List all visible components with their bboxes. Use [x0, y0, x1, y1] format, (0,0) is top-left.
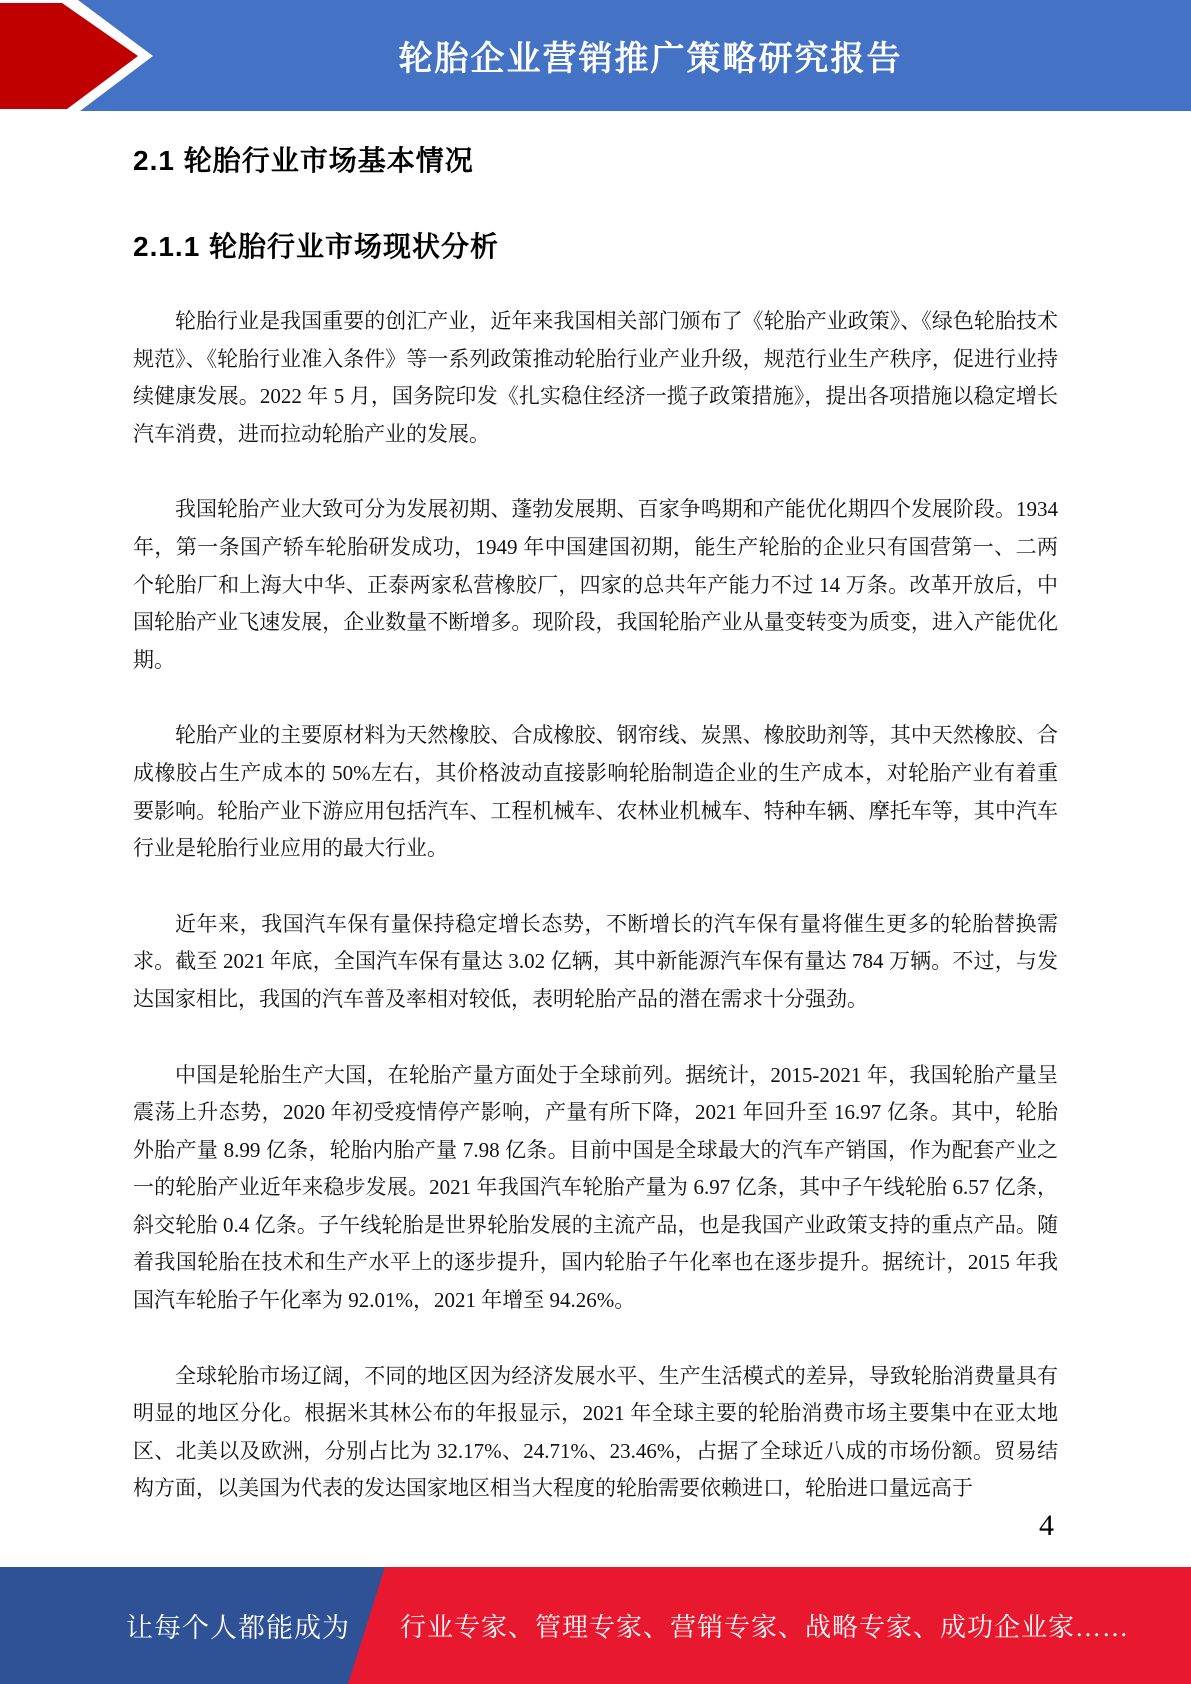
footer-banner [0, 1567, 1191, 1684]
body-paragraph: 中国是轮胎生产大国，在轮胎产量方面处于全球前列。据统计，2015-2021 年，我国轮胎产量呈震荡上升态势，2020 年初受疫情停产影响，产量有所下降，2021 年回升至 16.97 亿条。其中，轮胎外胎产量 8.99 亿条，轮胎内胎产量 7.98 亿条。目前中国是全球最大的汽车产销国，作为配套产业之一的轮胎产业近年来稳步发展。2021 年我国汽车轮胎产量为 6.97 亿条，其中子午线轮胎 6.57 亿条，斜交轮胎 0.4 亿条。子午线轮胎是世界轮胎发展的主流产品，也是我国产业政策支持的重点产品。随着我国轮胎在技术和生产水平上的逐步提升，国内轮胎子午化率也在逐步提升。据统计，2015 年我国汽车轮胎子午化率为 92.01%，2021 年增至 94.26%。 [133, 1062, 1058, 1313]
chevron-arrow-icon [0, 0, 170, 111]
body-paragraph: 近年来，我国汽车保有量保持稳定增长态势，不断增长的汽车保有量将催生更多的轮胎替换需求。截至 2021 年底，全国汽车保有量达 3.02 亿辆，其中新能源汽车保有量达 784 万辆。不过，与发达国家相比，我国的汽车普及率相对较低，表明轮胎产品的潜在需求十分强劲。 [133, 911, 1058, 1011]
body-paragraph: 我国轮胎产业大致可分为发展初期、蓬勃发展期、百家争鸣期和产能优化期四个发展阶段。1934 年，第一条国产轿车轮胎研发成功，1949 年中国建国初期，能生产轮胎的企业只有国营第一、二两个轮胎厂和上海大中华、正泰两家私营橡胶厂，四家的总共年产能力不过 14 万条。改革开放后，中国轮胎产业飞速发展，企业数量不断增多。现阶段，我国轮胎产业从量变转变为质变，进入产能优化期。 [133, 497, 1058, 672]
page-body [133, 111, 1058, 1508]
body-paragraph: 轮胎行业是我国重要的创汇产业，近年来我国相关部门颁布了《轮胎产业政策》、《绿色轮胎技术规范》、《轮胎行业准入条件》等一系列政策推动轮胎行业产业升级，规范行业生产秩序，促进行业持续健康发展。2022 年 5 月，国务院印发《扎实稳住经济一揽子政策措施》，提出各项措施以稳定增长汽车消费，进而拉动轮胎产业的发展。 [133, 309, 1058, 446]
body-paragraph: 全球轮胎市场辽阔，不同的地区因为经济发展水平、生产生活模式的差异，导致轮胎消费量具有明显的地区分化。根据米其林公布的年报显示，2021 年全球主要的轮胎消费市场主要集中在亚太地区、北美以及欧洲，分别占比为 32.17%、24.71%、23.46%，占据了全球近八成的市场份额。贸易结构方面，以美国为代表的发达国家地区相当大程度的轮胎需要依赖进口，轮胎进口量远高于 [133, 1363, 1058, 1501]
section-heading: 2.1 轮胎行业市场基本情况 [133, 145, 474, 176]
footer-slogan-prefix: 让每个人都能成为 [126, 1613, 350, 1643]
page-number: 4 [1039, 1509, 1054, 1542]
report-title: 轮胎企业营销推广策略研究报告 [398, 40, 903, 78]
footer-slogan-main: 行业专家、管理专家、营销专家、战略专家、成功企业家…… [400, 1613, 1130, 1642]
body-paragraph: 轮胎产业的主要原材料为天然橡胶、合成橡胶、钢帘线、炭黑、橡胶助剂等，其中天然橡胶、合成橡胶占生产成本的 50%左右，其价格波动直接影响轮胎制造企业的生产成本，对轮胎产业有着重要影响。轮胎产业下游应用包括汽车、工程机械车、农林业机械车、特种车辆、摩托车等，其中汽车行业是轮胎行业应用的最大行业。 [133, 723, 1058, 861]
subsection-heading: 2.1.1 轮胎行业市场现状分析 [133, 231, 500, 262]
header-banner [0, 0, 1191, 111]
